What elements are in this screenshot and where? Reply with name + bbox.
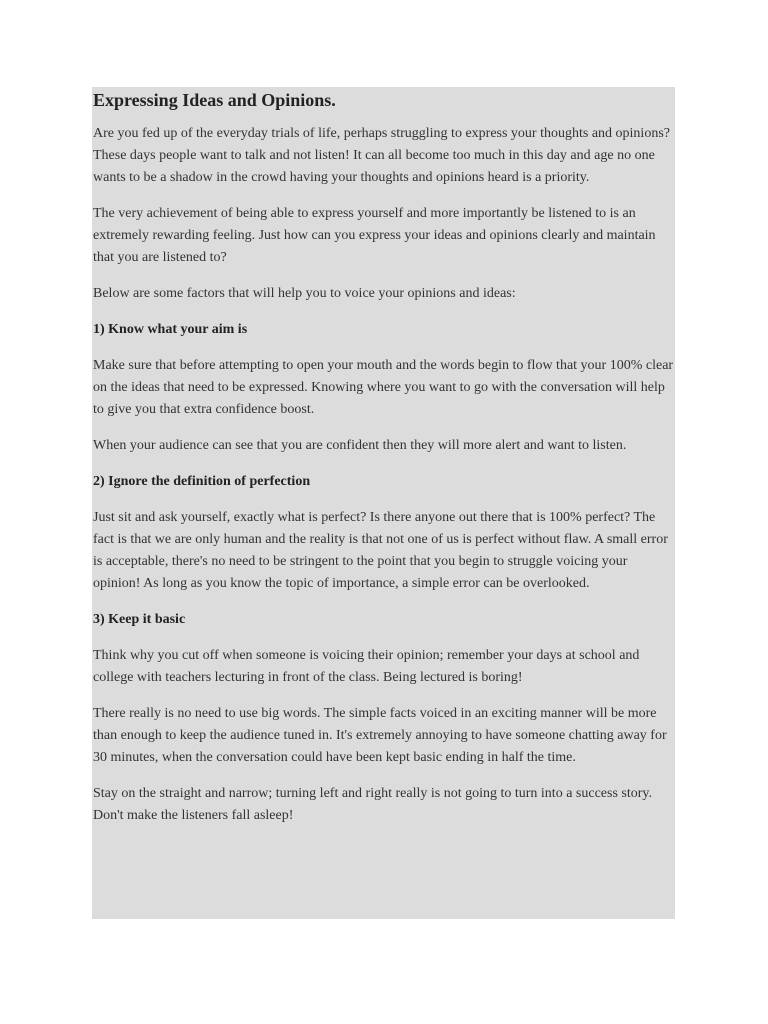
section-paragraph: When your audience can see that you are confident then they will more alert and want to listen. [93,438,627,453]
section-paragraph: Think why you cut off when someone is voicing their opinion; remember your days at school and college with teachers lecturing in front of the class. Being lectured is boring! [93,648,640,685]
section-paragraph: Stay on the straight and narrow; turning left and right really is not going to turn into a success story. Don't make the listeners fall asleep! [93,786,652,823]
section-paragraph: There really is no need to use big words. The simple facts voiced in an exciting manner will be more than enough to keep the audience tuned in. It's extremely annoying to have someone chatting away for 30 minutes, when the conversation could have been kept basic ending in half the time. [93,706,667,765]
section-paragraph: Make sure that before attempting to open your mouth and the words begin to flow that your 100% clear on the ideas that need to be expressed. Knowing where you want to go with the conversation will help to give you that extra confidence boost. [93,358,674,417]
section-heading-aim: 1) Know what your aim is [93,322,248,337]
article-body [93,88,675,841]
page-title: Expressing Ideas and Opinions. [93,90,336,110]
intro-paragraph: The very achievement of being able to express yourself and more importantly be listened to is an extremely rewarding feeling. Just how can you express your ideas and opinions clearly and maintain that you are listened to? [93,206,656,265]
section-heading-perfection: 2) Ignore the definition of perfection [93,474,311,489]
section-paragraph: Just sit and ask yourself, exactly what is perfect? Is there anyone out there that is 100% perfect? The fact is that we are only human and the reality is that not one of us is perfect without flaw. A small error is acceptable, there's no need to be stringent to the point that you begin to struggle voicing your opinion! As long as you know the topic of importance, a simple error can be overlooked. [93,510,668,591]
section-heading-basic: 3) Keep it basic [93,612,186,627]
intro-paragraph: Below are some factors that will help you to voice your opinions and ideas: [93,286,516,301]
intro-paragraph: Are you fed up of the everyday trials of life, perhaps struggling to express your thoughts and opinions? These days people want to talk and not listen! It can all become too much in this day and age no one wants to be a shadow in the crowd having your thoughts and opinions heard is a priority. [93,126,670,185]
